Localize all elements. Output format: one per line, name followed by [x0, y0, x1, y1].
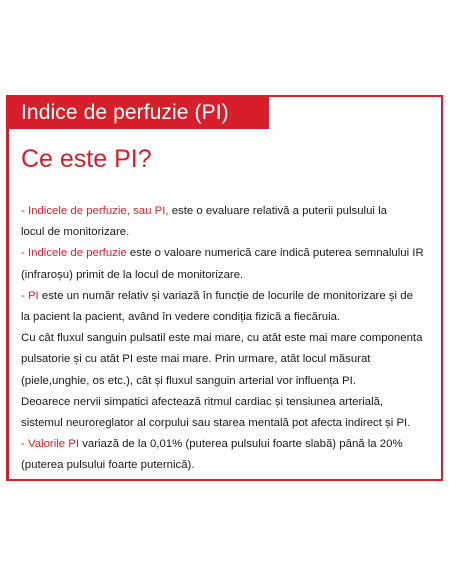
line-text: (puterea pulsului foarte puternică).: [21, 459, 195, 472]
text-line: [21, 392, 441, 413]
text-line: [21, 307, 441, 328]
highlight-text: - Indicele de perfuzie, sau PI,: [21, 205, 169, 217]
text-line: [21, 222, 441, 243]
line-text: este o valoare numerică care indică puterea semnalului IR: [126, 247, 424, 260]
info-card: [6, 95, 443, 481]
line-text: Deoarece nervii simpatici afectează ritmul cardiac și tensiunea arterială,: [21, 395, 384, 408]
line-text: variază de la 0,01% (puterea pulsului foarte slabă) până la 20%: [79, 438, 403, 451]
text-line: [21, 371, 441, 392]
line-text: (infraroșu) primit de la locul de monitorizare.: [21, 268, 244, 281]
line-text: la pacient la pacient, având în vedere condiția fizică a fiecăruia.: [21, 311, 341, 324]
line-text: este o evaluare relativă a puterii pulsului la: [168, 205, 387, 217]
highlight-text: - PI: [21, 289, 39, 302]
highlight-text: - Valorile PI: [21, 438, 80, 451]
line-text: locul de monitorizare.: [21, 226, 130, 239]
text-line: [21, 286, 441, 307]
text-line: [21, 349, 441, 370]
text-line: [21, 413, 441, 434]
line-text: este un număr relativ și variază în funcție de locurile de monitorizare și de: [38, 289, 413, 302]
text-line: [21, 328, 441, 349]
line-text: (piele,unghie, os etc.), cât și fluxul sanguin arterial vor influența PI.: [21, 374, 356, 387]
text-line: [21, 455, 441, 476]
line-text: pulsatorie și cu atât PI este mai mare. Prin urmare, atât locul măsurat: [21, 353, 371, 366]
text-line: [21, 243, 441, 264]
line-text: sistemul neuroreglator al corpului sau starea mentală pot afecta indirect și PI.: [21, 417, 411, 430]
line-text: Cu cât fluxul sanguin pulsatil este mai mare, cu atât este mai mare componenta: [21, 332, 423, 345]
body-text: [21, 201, 441, 477]
section-title: Ce este PI?: [21, 145, 152, 173]
header-title: Indice de perfuzie (PI): [21, 101, 229, 124]
text-line: [21, 434, 441, 455]
highlight-text: - Indicele de perfuzie: [21, 247, 127, 260]
header-bar: [9, 97, 269, 129]
text-line: [21, 265, 441, 286]
text-line: [21, 201, 441, 222]
